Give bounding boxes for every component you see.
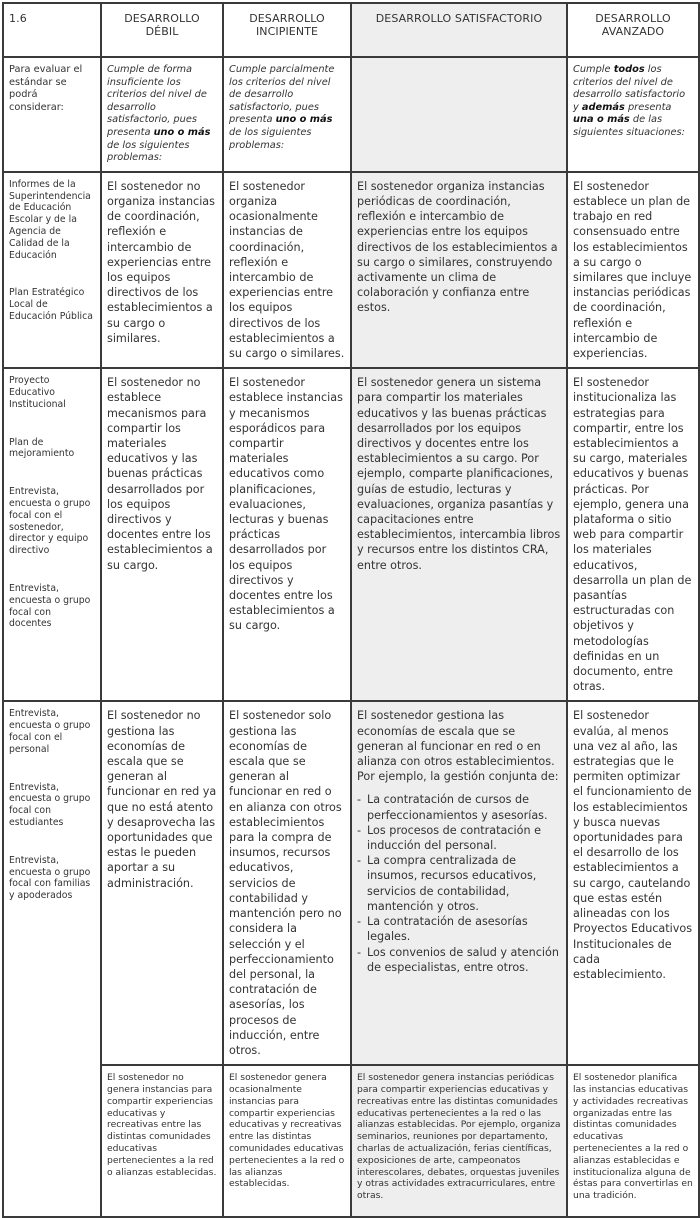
text: de los siguientes problemas: — [229, 126, 312, 151]
evidence-item: Informes de la Superintendencia de Educación Escolar y de la Agencia de Calidad de la Educación — [9, 178, 91, 261]
list-item: - Los procesos de contratación e inducción del personal. — [357, 823, 542, 853]
list-item-text: La contratación de cursos de perfeccionamientos y asesorías. — [367, 793, 548, 822]
criterion-incipiente: El sostenedor establece instancias y mecanismos esporádicos para compartir materiales educativos como planificaciones, evaluaciones, lecturas y buenas prácticas desarrollados por los equipos directivos y docentes entre los establecimientos a su cargo. — [223, 368, 351, 701]
criterion-avanzado: El sostenedor evalúa, al menos una vez al año, las estrategias que le permiten optimizar el funcionamiento de los establecimientos y busca nuevas oportunidades para el desarrollo de los establecimientos a su cargo, cautelando que estas estén alineadas con los Proyectos Educativos Institucionales de cada establecimiento. — [567, 701, 699, 1065]
text: de los siguientes problemas: — [107, 139, 190, 164]
intro-satisfactorio — [351, 57, 567, 172]
list-item-text: La compra centralizada de insumos, recursos educativos, servicios de contabilidad, mantención y otros. — [367, 854, 537, 913]
evidence-cell — [3, 368, 101, 701]
criterion-satisfactorio: El sostenedor organiza instancias periódicas de coordinación, reflexión e intercambio de experiencias entre los equipos directivos de los establecimientos a su cargo o similares, construyendo activamente un clima de colaboración y confianza entre estos. — [351, 172, 567, 368]
list-item: - La contratación de asesorías legales. — [357, 915, 528, 944]
text: presenta — [624, 101, 672, 113]
evidence-item: Entrevista, encuesta o grupo focal con docentes — [9, 582, 91, 630]
level-avanzado-header: DESARROLLO AVANZADO — [567, 3, 699, 57]
examples-list — [357, 792, 561, 974]
criterion-debil: El sostenedor no genera instancias para compartir experiencias educativas y recreativas entre las distintas comunidades educativas pertenecientes a la red o alianzas establecidas. — [101, 1065, 223, 1217]
evidence-item: Entrevista, encuesta o grupo focal con el sostenedor, director y equipo directivo — [9, 486, 91, 557]
evidence-cell — [3, 701, 101, 1217]
criterion-satisfactorio: El sostenedor genera instancias periódicas para compartir experiencias educativas y recreativas entre las distintas comunidades educativas pertenecientes a la red o las alianzas establecidas. Por ejemplo, organiza seminarios, reuniones por departamento, charlas de actualización, ferias científicas, exposiciones de arte, campeonatos interescolares, debates, orquestas juveniles y otras actividades extracurriculares, entre otras. — [351, 1065, 567, 1217]
emphasis: uno o más — [153, 126, 211, 138]
evidence-item: Entrevista, encuesta o grupo focal con estudiantes — [9, 781, 91, 829]
criterion-incipiente: El sostenedor solo gestiona las economías de escala que se generan al funcionar en red o en alianza con otros establecimientos para la compra de insumos, recursos educativos, servicios de contabilidad y mantención pero no considera la selección y el perfeccionamiento del personal, la contratación de asesorías, los procesos de inducción, entre otros. — [223, 701, 351, 1065]
evaluation-label: Para evaluar el estándar se podrá considerar: — [3, 57, 101, 172]
list-item-text: Los convenios de salud y atención de especialistas, entre otros. — [367, 945, 559, 974]
criterion-row — [3, 172, 699, 368]
criterion-avanzado: El sostenedor planifica las instancias educativas y actividades recreativas organizadas entre las distintas comunidades educativas pertenecientes a la red o alianzas establecidas e institucionaliza alguna de éstas para convertirlas en una tradición. — [567, 1065, 699, 1217]
list-item-text: Los procesos de contratación e inducción del personal. — [367, 823, 542, 853]
intro-avanzado — [567, 57, 699, 172]
evidence-item: Entrevista, encuesta o grupo focal con el personal — [9, 708, 91, 755]
intro-incipiente — [223, 57, 351, 172]
intro-row — [3, 57, 699, 172]
text: de las siguientes situaciones: — [573, 114, 685, 138]
criterion-avanzado: El sostenedor institucionaliza las estrategias para compartir, entre los establecimientos a su cargo, materiales educativos y buenas prácticas. Por ejemplo, genera una plataforma o sitio web para compartir los materiales educativos, desarrolla un plan de pasantías estructuradas con objetivos y metodologías definidas en un documento, entre otras. — [567, 368, 699, 701]
list-item: - La compra centralizada de insumos, recursos educativos, servicios de contabilidad, mantención y otros. — [357, 854, 537, 913]
list-item: - La contratación de cursos de perfeccionamientos y asesorías. — [357, 793, 548, 822]
evidence-item: Entrevista, encuesta o grupo focal con familias y apoderados — [9, 854, 91, 902]
criterion-incipiente: El sostenedor organiza ocasionalmente instancias de coordinación, reflexión e intercambio de experiencias entre los equipos directivos de los establecimientos a su cargo o similares. — [223, 172, 351, 368]
level-debil-header: DESARROLLO DÉBIL — [101, 3, 223, 57]
level-satisfactorio-header: DESARROLLO SATISFACTORIO — [351, 3, 567, 57]
text: los criterios del nivel de desarrollo satisfactorio y — [573, 64, 686, 113]
evidence-item: Proyecto Educativo Institucional — [9, 375, 66, 410]
criterion-debil: El sostenedor no establece mecanismos para compartir los materiales educativos y las buenas prácticas desarrollados por los equipos directivos y docentes entre los establecimientos a su cargo. — [101, 368, 223, 701]
intro-debil — [101, 57, 223, 172]
criterion-satisfactorio: El sostenedor genera un sistema para compartir los materiales educativos y las buenas prácticas desarrollados por los equipos directivos y docentes entre los establecimientos a su cargo. Por ejemplo, comparte planificaciones, guías de estudio, lecturas y evaluaciones, organiza pasantías y capacitaciones entre establecimientos, intercambia libros y recursos entre los distintos CRA, entre otros. — [351, 368, 567, 701]
emphasis: además — [581, 101, 625, 113]
list-item: - Los convenios de salud y atención de especialistas, entre otros. — [357, 945, 559, 974]
criterion-debil: El sostenedor no gestiona las economías de escala que se generan al funcionar en red ya que no está atento y desaprovecha las oportunidades que estas le pueden aportar a su administración. — [101, 701, 223, 1065]
standard-code: 1.6 — [3, 3, 101, 57]
criterion-row — [3, 368, 699, 701]
level-incipiente-header: DESARROLLO INCIPIENTE — [223, 3, 351, 57]
evidence-cell — [3, 172, 101, 368]
rubric-table — [2, 2, 700, 1218]
evidence-item: Plan Estratégico Local de Educación Pública — [9, 287, 93, 322]
criterion-text: El sostenedor gestiona las economías de escala que se generan al funcionar en red o en alianza con otros establecimientos. Por ejemplo, la gestión conjunta de: — [357, 709, 559, 784]
text: Cumple de forma insuficiente los criterios del nivel de desarrollo satisfactorio, pues presenta — [107, 64, 207, 138]
list-item-text: La contratación de asesorías legales. — [367, 915, 528, 944]
text: Cumple — [573, 64, 614, 75]
criterion-row — [3, 1065, 699, 1217]
criterion-row — [3, 701, 699, 1065]
criterion-incipiente: El sostenedor genera ocasionalmente instancias para compartir experiencias educativas y recreativas entre las distintas comunidades educativas pertenecientes a la red o las alianzas establecidas. — [223, 1065, 351, 1217]
evidence-item: Plan de mejoramiento — [9, 436, 75, 460]
criterion-avanzado: El sostenedor establece un plan de trabajo en red consensuado entre los establecimientos a su cargo o similares que incluye instancias periódicas de coordinación, reflexión e intercambio de experiencias. — [567, 172, 699, 368]
criterion-satisfactorio — [351, 701, 567, 1065]
emphasis: todos — [613, 64, 645, 75]
header-row — [3, 3, 699, 57]
criterion-debil: El sostenedor no organiza instancias de coordinación, reflexión e intercambio de experiencias entre los equipos directivos de los establecimientos a su cargo o similares. — [101, 172, 223, 368]
text: Cumple parcialmente los criterios del nivel de desarrollo satisfactorio, pues presenta — [229, 64, 335, 126]
emphasis: una o más — [573, 114, 630, 126]
emphasis: uno o más — [275, 114, 333, 126]
